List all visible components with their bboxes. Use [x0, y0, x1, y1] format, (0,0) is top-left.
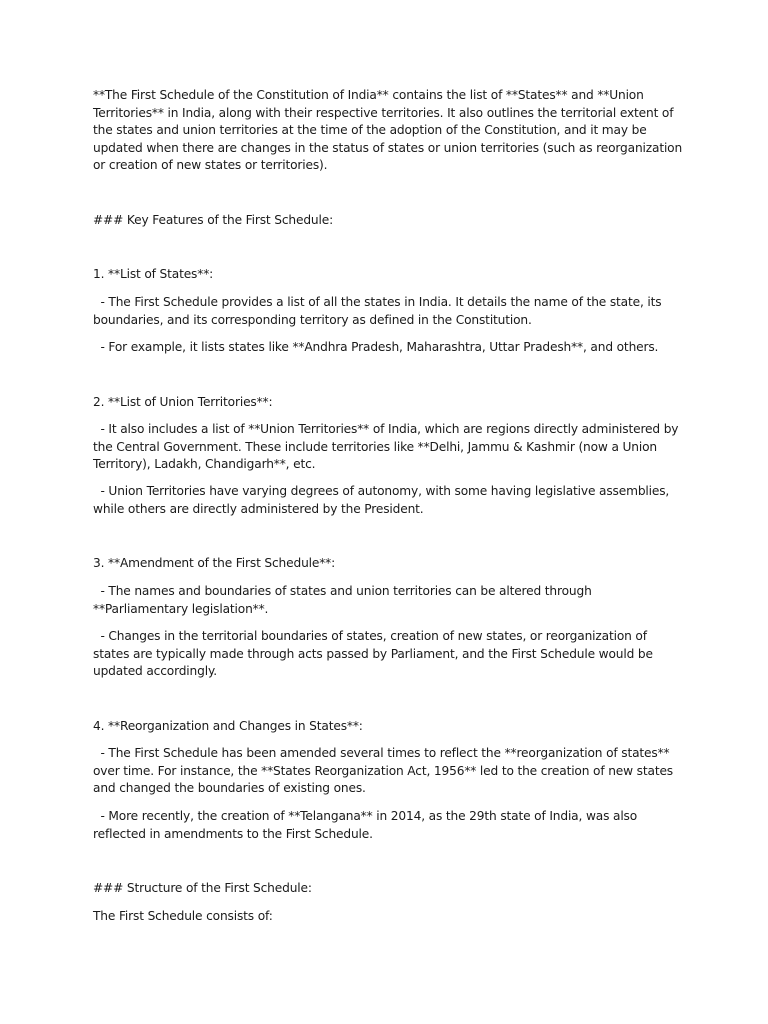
intro-paragraph: **The First Schedule of the Constitution of India** contains the list of **States** and **Union Territories** in India, along with their respective territories. It also outlines the territorial extent of the states and union territories at the time of the adoption of the Constitution, and it may be updated when there are changes in the status of states or union territories (such as reorganization or creation of new states or territories).: [93, 88, 683, 173]
item-4-paragraph-2: - More recently, the creation of **Telangana** in 2014, as the 29th state of India, was also reflected in amendments to the First Schedule.: [93, 809, 638, 841]
item-1-title: 1. **List of States**:: [93, 267, 214, 281]
structure-heading: ### Structure of the First Schedule:: [93, 881, 312, 895]
item-3-title: 3. **Amendment of the First Schedule**:: [93, 556, 336, 570]
key-features-heading: ### Key Features of the First Schedule:: [93, 213, 334, 227]
item-4-title: 4. **Reorganization and Changes in States**:: [93, 719, 363, 733]
item-2-paragraph-1: - It also includes a list of **Union Territories** of India, which are regions directly administered by the Central Government. These include territories like **Delhi, Jammu & Kashmir (now a Union Territory), Ladakh, Chandigarh**, etc.: [93, 422, 679, 472]
item-1-paragraph-1: - The First Schedule provides a list of all the states in India. It details the name of the state, its boundaries, and its corresponding territory as defined in the Constitution.: [93, 295, 662, 327]
structure-intro: The First Schedule consists of:: [93, 909, 273, 923]
item-2-title: 2. **List of Union Territories**:: [93, 395, 273, 409]
item-3-paragraph-2: - Changes in the territorial boundaries of states, creation of new states, or reorganization of states are typically made through acts passed by Parliament, and the First Schedule would be updated accordingly.: [93, 629, 653, 679]
item-4-paragraph-1: - The First Schedule has been amended several times to reflect the **reorganization of states** over time. For instance, the **States Reorganization Act, 1956** led to the creation of new states and changed the boundaries of existing ones.: [93, 746, 673, 796]
item-3-paragraph-1: - The names and boundaries of states and union territories can be altered through **Parliamentary legislation**.: [93, 584, 592, 616]
item-1-paragraph-2: - For example, it lists states like **Andhra Pradesh, Maharashtra, Uttar Pradesh**, and others.: [93, 340, 659, 354]
item-2-paragraph-2: - Union Territories have varying degrees of autonomy, with some having legislative assemblies, while others are directly administered by the President.: [93, 484, 670, 516]
